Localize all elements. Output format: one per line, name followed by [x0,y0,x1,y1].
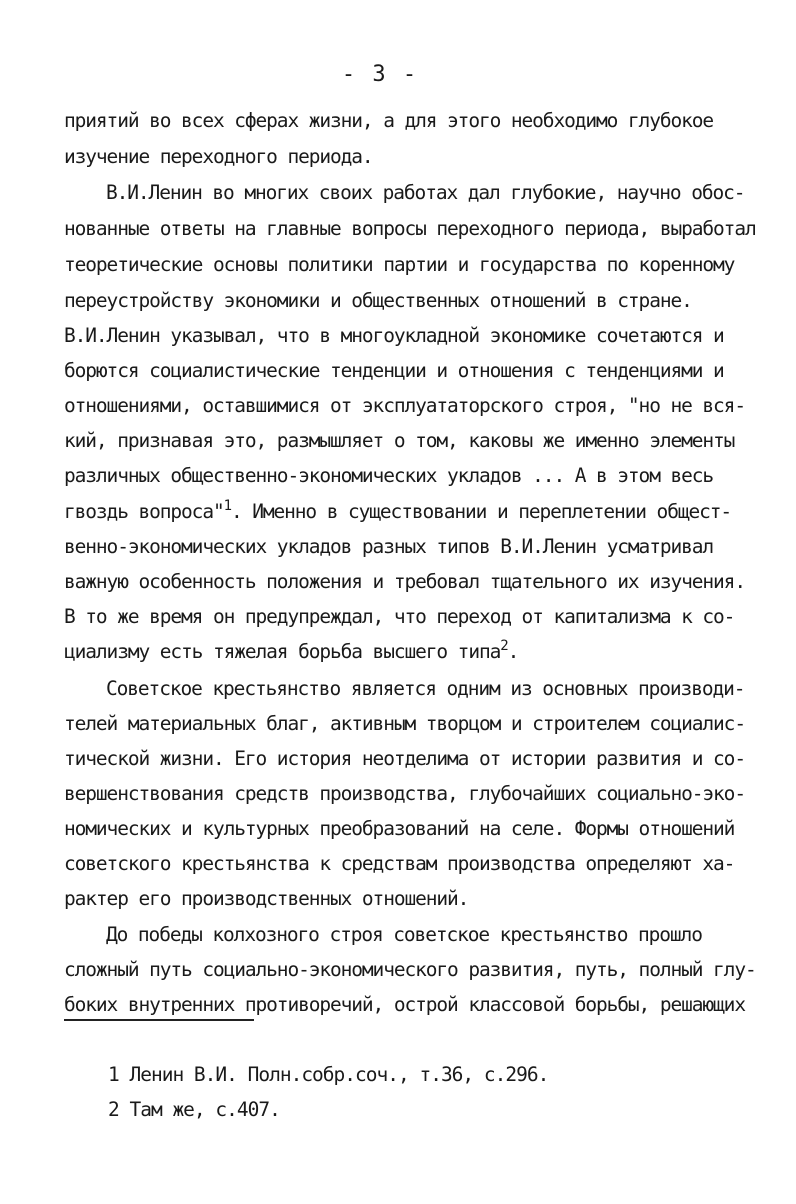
text-line: вершенствования средств производства, глубочайших социально-эко- [64,782,745,805]
text-line: важную особенность положения и требовал тщательного их изучения. [64,570,745,593]
footnote-mark: 2 [500,638,508,654]
footnote-mark: 1 [223,498,231,514]
text-line: венно-экономических укладов разных типов В.И.Ленин усматривал [64,535,714,558]
text-line: рактер его производственных отношений. [64,887,469,910]
text-line: телей материальных благ, активным творцом и строителем социалис- [64,712,745,735]
text-line: В то же время он предупреждал, что переход от капитализма к со- [64,605,735,628]
text-line: номических и культурных преобразований на селе. Формы отношений [64,817,735,840]
text-line: сложный путь социально-экономического развития, путь, полный глу- [64,958,756,981]
text-fragment: . Именно в существовании и переплетении общест- [230,500,732,523]
text-line: изучение переходного периода. [64,145,373,168]
page-number: - 3 - [341,62,419,87]
text-line: В.И.Ленин указывал, что в многоукладной экономике сочетаются и [64,324,724,347]
footnote-separator [64,1019,254,1021]
text-line: кий, признавая это, размышляет о том, каковы же именно элементы [64,429,735,452]
text-line: До победы колхозного строя советское крестьянство прошло [106,923,702,946]
footnote: 2 Там же, с.407. [108,1098,280,1121]
text-line: советского крестьянства к средствам производства определяют ха- [64,852,735,875]
text-line: различных общественно-экономических укладов ... А в этом весь [64,464,714,487]
text-fragment: гвоздь вопроса" [64,500,224,523]
text-line: В.И.Ленин во многих своих работах дал глубокие, научно обос- [106,181,745,204]
text-line: боких внутренних противоречий, острой классовой борьбы, решающих [64,993,745,1016]
text-line: приятий во всех сферах жизни, а для этого необходимо глубокое [64,109,714,132]
text-fragment: циализму есть тяжелая борьба высшего типа [64,640,501,663]
text-line: переустройству экономики и общественных отношений в стране. [64,289,692,312]
text-fragment: . [507,640,519,663]
text-line: отношениями, оставшимися от эксплуататорского строя, "но не вся- [64,394,745,417]
text-line: Советское крестьянство является одним из основных производи- [106,677,745,700]
text-line: теоретические основы политики партии и государства по коренному [64,253,735,276]
text-line: борются социалистические тенденции и отношения с тенденциями и [64,359,724,382]
text-line: нованные ответы на главные вопросы переходного периода, выработал [64,217,756,240]
text-line [64,499,731,525]
text-line: тической жизни. Его история неотделима от истории развития и со- [64,747,745,770]
text-line [64,639,518,665]
footnote: 1 Ленин В.И. Полн.собр.соч., т.36, с.296. [108,1063,549,1086]
